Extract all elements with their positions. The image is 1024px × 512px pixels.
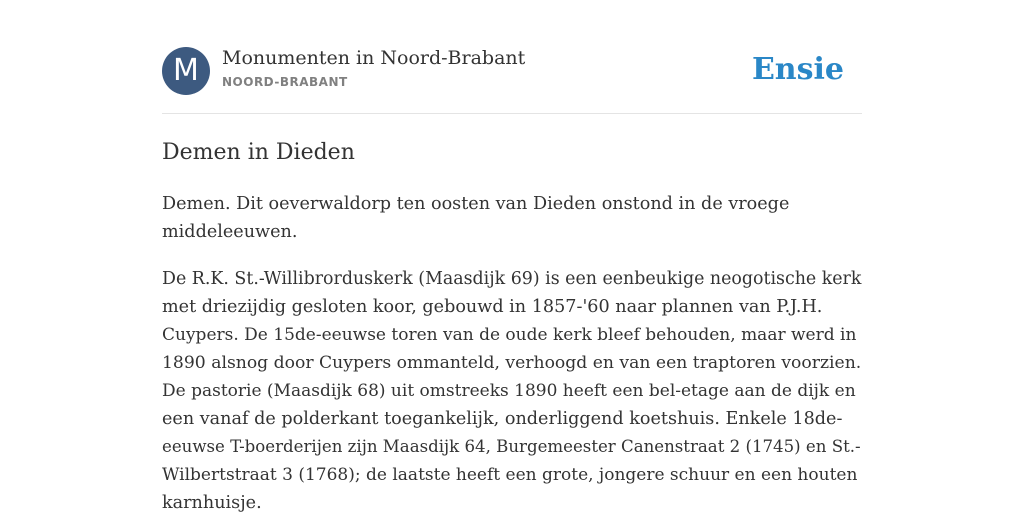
paragraph-line: eeuwse T-boerderijen zijn Maasdijk 64, Burgemeester Canenstraat 2 (1745) en St.- bbox=[162, 437, 861, 456]
paragraph-line: Demen. Dit oeverwaldorp ten oosten van Dieden onstond in de vroege bbox=[162, 194, 790, 214]
brand-logo[interactable]: Ensie bbox=[751, 52, 844, 87]
paragraph-line: De pastorie (Maasdijk 68) uit omstreeks 1890 heeft een bel-etage aan de dijk en bbox=[162, 381, 856, 401]
paragraph-line: een vanaf de polderkant toegankelijk, onderliggend koetshuis. Enkele 18de- bbox=[162, 409, 843, 429]
article-paragraph bbox=[162, 190, 862, 246]
site-title[interactable]: Monumenten in Noord-Brabant bbox=[222, 47, 526, 69]
paragraph-line: 1890 alsnog door Cuypers ommanteld, verhoogd en van een traptoren voorzien. bbox=[162, 353, 862, 373]
paragraph-line: middeleeuwen. bbox=[162, 222, 298, 242]
page-header bbox=[162, 46, 862, 96]
paragraph-line: De R.K. St.-Willibrorduskerk (Maasdijk 69) is een eenbeukige neogotische kerk bbox=[162, 269, 862, 289]
avatar[interactable]: M bbox=[162, 47, 210, 95]
site-subtitle[interactable]: NOORD-BRABANT bbox=[222, 75, 348, 89]
paragraph-line: Cuypers. De 15de-eeuwse toren van de oude kerk bleef behouden, maar werd in bbox=[162, 325, 857, 345]
article-body bbox=[162, 190, 862, 512]
article-title: Demen in Dieden bbox=[162, 140, 355, 165]
paragraph-line: Wilbertstraat 3 (1768); de laatste heeft een grote, jongere schuur en een houten bbox=[162, 465, 858, 485]
article-paragraph bbox=[162, 265, 862, 512]
paragraph-line: met driezijdig gesloten koor, gebouwd in 1857-'60 naar plannen van P.J.H. bbox=[162, 297, 823, 317]
header-divider bbox=[162, 113, 862, 114]
paragraph-line: karnhuisje. bbox=[162, 493, 262, 512]
